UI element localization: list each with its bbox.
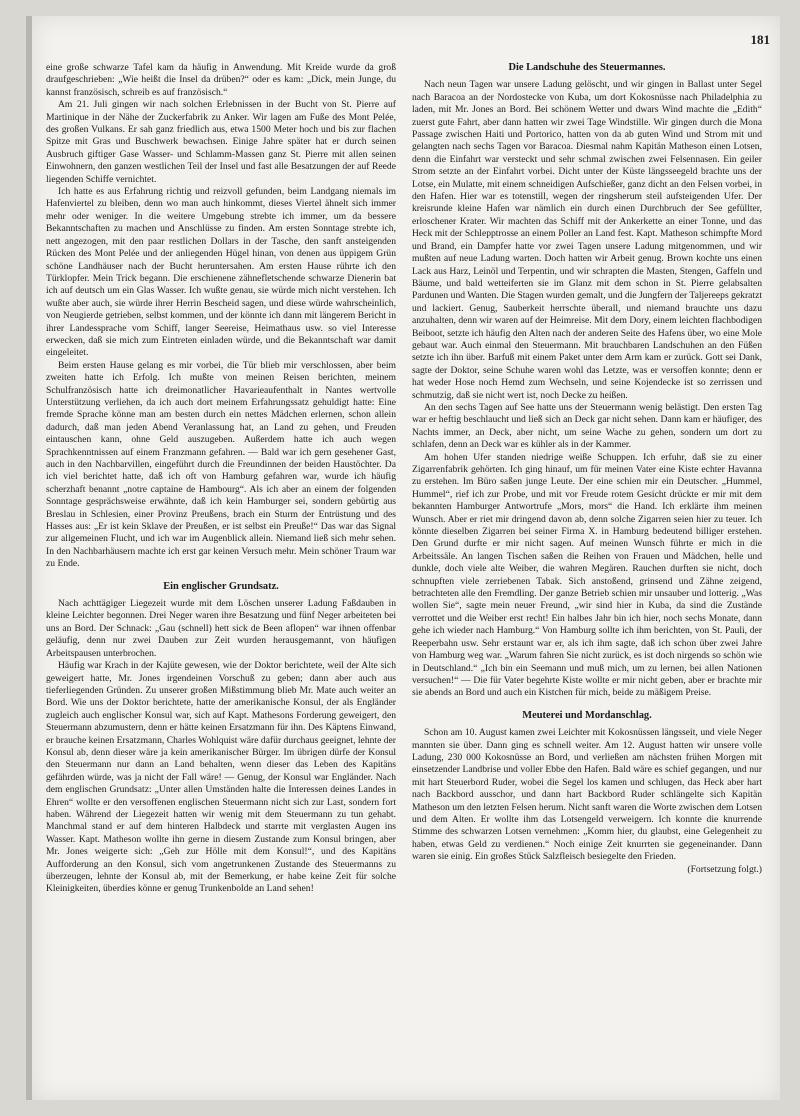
paragraph: Nach achttägiger Liegezeit wurde mit dem Löschen unserer Ladung Faßdauben in kleine Leichter begonnen. Drei Neger waren ihre Besatzung und fünf Neger arbeiteten bei uns an Bord. Der Schnack: „Gau (schnell) hett sick de Been aflopen“ war ihnen offenbar geläufig, denn nur zwei Dauben zur Zeit wurden herausgemannt, von häufigen Arbeitspausen unterbrochen. [46, 598, 396, 659]
paragraph: Häufig war Krach in der Kajüte gewesen, wie der Doktor berichtete, weil der Alte sich geweigert hatte, Mr. Jones irgendeinen Vorschuß zu geben; dann aber auch aus tieferliegenden Gründen. Zu unserer großen Mißstimmung blieb Mr. Mate auch weiter an Bord. Wie uns der Doktor berichtete, hatte der amerikanische Konsul, der als Engländer zugleich auch englischer Konsul war, sich auf Kapt. Mathesons Forderung geweigert, den Steuermann abzumustern, denn er hätte keinen Ersatzmann für ihn. Des Käptens Einwand, er brauche keinen Ersatzmann, Charles Wohlquist wäre dafür durchaus geeignet, lehnte der Konsul ab, denn dieser wäre ja kein amerikanischer Bürger. Im übrigen dürfe der Konsul den Steuermann nur dann an Land behalten, wenn dieser das Leben des Kapitäns gefährden würde, was ja nicht der Fall wäre! — Genug, der Konsul war Engländer. Nach dem englischen Grundsatz: „Unter allen Umständen halte die Interessen deines Landes in Ehren“ wollte er den versoffenen englischen Steuermann nicht sich zur Last, sondern fort haben. Während der Liegezeit hatten wir wenig mit dem Steuermann zu tun gehabt. Manchmal stand er auf dem hinteren Halbdeck und starrte mit verglasten Augen ins Wasser. Kapt. Matheson wollte ihn gerne in diesem Zustande zum Konsul bringen, aber Mr. Jones weigerte sich: „Geh zur Hölle mit dem Konsul!“, und des Kapitäns Aufforderung an den Konsul, sich vom angetrunkenen Zustande des Steuermanns zu überzeugen, lehnte der Konsul ab, mit der Bemerkung, er habe keine Zeit für solche Kleinigkeiten, überdies könne er genug Trunkenbolde an Land sehen! [46, 660, 396, 895]
paragraph: Am hohen Ufer standen niedrige weiße Schuppen. Ich erfuhr, daß sie zu einer Zigarrenfabrik gehörten. Ich ging hinauf, um für meinen Vater eine Kiste echter Havanna zu erstehen. Im Büro saßen junge Leute. Der eine schien mir ein Deutscher. „Hummel, Hummel“, rief ich zur Probe, und mit vor Freude rotem Gesicht drückte er mir mit dem bekannten Hamburger Antwortrufe „Mors, mors“ die Hand. Ich erklärte ihm meinen Wunsch. Aber er riet mir dringend davon ab, denn solche Zigarren seien hier zu teuer. Ich könnte dieselben Zigarren bei seiner Firma X. in Hamburg bedeutend billiger erstehen. Den Grund durfte er mir nicht sagen. Auf meinen Wunsch führte er mich in die Arbeitssäle. An langen Tischen saßen die Reihen von Frauen und Mädchen, helle und dunkle, doch viele alte Weiber, die wahren Megären. Rauchen durften sie nicht, doch schnupften viele zerriebenen Tabak. Sich anstoßend, grinsend und Zähne zeigend, betrachteten alle den Fremdling. Der ganze Betrieb schien mir unsauber und lotterig. „Was wollen Sie“, sagte mein neuer Freund, „wir sind hier in Kuba, da sind die Zustände verrottet und die Weiber erst recht! Ein halbes Jahr bin ich hier, noch sechs Monate, dann gehe ich wieder nach Hamburg.“ Von Hamburg sollte ich ihm berichten, von St. Pauli, der Reeperbahn usw. Sehr erstaunt war er, als ich ihm sagte, daß ich schon über zwei Jahre von Hamburg weg war. „Warum fahren Sie nicht zurück, es ist doch nirgends so schön wie in Deutschland.“ „Ich bin ein Seemann und muß mich, um zu lernen, bei allen Nationen versuchen!“ — Die für Vater begehrte Kiste wollte er mir nicht geben, aber er brachte mir sie abends an Bord und auch ein Kistchen für mich, beide zu mäßigem Preise. [412, 451, 762, 699]
magazine-page [26, 16, 780, 1100]
left-column [46, 62, 396, 896]
paragraph: eine große schwarze Tafel kam da häufig in Anwendung. Mit Kreide wurde da groß draufgeschrieben: „Wie heißt die Insel da drüben?“ oder es kam: „Dick, mein Junge, du kannst französisch, schreib es auf französisch.“ [46, 62, 396, 98]
paragraph: Am 21. Juli gingen wir nach solchen Erlebnissen in der Bucht von St. Pierre auf Martinique in der Nähe der Zuckerfabrik zu Anker. Wir lagen am Fuße des Mont Pelée, des großen Vulkans. Er sah ganz friedlich aus, etwa 1500 Meter hoch und bis zur flachen Spitze mit Gras und Buschwerk bewachsen. Einige Jahre später hat er durch seinen Ausbruch giftiger Gase Wasser- und Schlamm-Massen ganz St. Pierre mit allen seinen Einwohnern, den ganzen westlichen Teil der Insel und fast alle Besatzungen der auf Reede liegenden Schiffe vernichtet. [46, 99, 396, 185]
paragraph: Schon am 10. August kamen zwei Leichter mit Kokosnüssen längsseit, und viele Neger mannten sie über. Dann ging es schnell weiter. Am 12. August hatten wir unsere volle Ladung, 230 000 Kokosnüsse an Bord, und verließen am nächsten frühen Morgen mit einsetzender Landbrise und voller Ebbe den Hafen. Bald wäre es schief gegangen, und nur mit hart Steuerbord Ruder, wobei die Segel los kamen und schlugen, das Heck aber hart nach Backbord ausschor, und dann hart Backbord Ruder schlängelte sich Kapitän Matheson um den letzten Felsen herum. Nicht sanft waren die Worte zwischen dem Lotsen und dem Alten. Er wollte ihm das Lotsengeld verweigern. Ich konnte die knurrende Stimme des schwarzen Lotsen vernehmen: „Komm hier, du glaubst, eine Gelegenheit zu haben, etwas Geld zu verdienen.“ Noch einige Zeit knurrten sie gegeneinander. Dann waren sie einig. Ein großes Stück Salzfleisch besiegelte den Frieden. [412, 727, 762, 863]
paragraph: An den sechs Tagen auf See hatte uns der Steuermann wenig belästigt. Den ersten Tag war er heftig beschlaucht und ließ sich an Deck gar nicht sehen. Dann kam er häufiger, des Nachts immer, an Deck, aber nicht, um seine Wache zu gehen, sondern um dort zu schlafen, denn an Deck war es kühler als in der Kammer. [412, 401, 762, 451]
paragraph: Ich hatte es aus Erfahrung richtig und reizvoll gefunden, beim Landgang niemals im Hafenviertel zu bleiben, denn wo man auch hinkommt, dieses Viertel ähnelt sich immer mehr oder weniger. In die weitere Umgebung strebte ich immer, um da bessere Bekanntschaften zu machen und Anschlüsse zu finden. Am ersten Sonntage strebte ich, nett angezogen, mit den paar restlichen Dollars in der Tasche, den sanft ansteigenden Rücken des Mont Pelée und der anliegenden Hügel hinan, von denen aus üppigem Grün schöne Landhäuser nach der Bucht heruntersahen. Am ersten Hause rührte ich den Türklopfer. Mein Trick begann. Die erschienene zähnefletschende schwarze Dienerin bat ich auf deutsch um ein Glas Wasser. Ich wußte genau, sie würde mich nicht verstehen. Ich wußte aber auch, sie würde ihrer Herrin Bescheid sagen, und diese würde wahrscheinlich, von Neugierde getrieben, selbst kommen, und der könnte ich dann mit längerem Bericht in ihrer Landessprache vom Schiff, langer Seereise, Heimathaus usw. so viel Interesse erwecken, daß sie mich zum Eintreten einladen würde, und die Bekanntschaft war damit eingeleitet. [46, 186, 396, 359]
section-heading: Meuterei und Mordanschlag. [522, 709, 652, 721]
page-number: 181 [750, 32, 770, 47]
continuation-note: (Fortsetzung folgt.) [687, 863, 762, 875]
paragraph: Nach neun Tagen war unsere Ladung gelöscht, und wir gingen in Ballast unter Segel nach Baracoa an der Nordostecke von Kuba, um dort Kokosnüsse nach Philadelphia zu laden, mit Mr. Jones an Bord. Bei schönem Wetter und dwars Wind machte die „Edith“ zuerst gute Fahrt, aber dann hatten wir zwei Tage Windstille. Wir gingen durch die Mona Passage zwischen Haiti und Portorico, hatten von da ab guten Wind und Strom mit und gelangten nach sechs Tagen vor Baracoa. Diesmal nahm Kapitän Matheson einen Lotsen, denn die Einfahrt war versteckt und sehr schmal zwischen zwei Felsennasen. Ein geiler Strom setzte an der Einfahrt vorbei. Dicht unter der Küste längsseegeld brachte uns der Lotse, ein Mulatte, mit einem schneidigen Aufschießer, ganz dicht an den Felsen vorbei, in den Hafen. Hier war es totenstill, wegen der ringsherum steil aufsteigenden Ufer. Der kreisrunde kleine Hafen war nämlich ein durch einen Durchbruch der See gefüllter, erloschener Krater. Wir machten das Schiff mit der Ankerkette an einer Tonne, und das Heck mit der Schlepptrosse an einem Poller an Land fest. Kapt. Matheson schimpfte Mord und Brand, ein Dampfer hatte vor zwei Tagen unsere Ladung mitgenommen, und wir mußten auf neue Ladung warten. Doch hatten wir Arbeit genug. Brown kochte uns einen Lack aus Harz, Leinöl und Terpentin, und wir schrapten die Masten, Stengen, Gaffeln und Bäume, und bald wetteiferten sie im Glanz mit dem schon in St. Pierre gelabsalten Pardunen und Wanten. Die Stagen wurden gemalt, und die Jungfern der Taljereeps gekratzt und lackiert. Genug, Sauberkeit herrschte überall, und niemand brauchte uns dazu anzuhalten, denn wir waren auf der Heimreise. Mit dem Dory, einem leichten flachbodigen Beiboot, setzte ich häufig den Alten nach der anderen Seite des Hafens über, wo eine Mole gebaut war. Auch einmal den Steuermann. Mit brauchbaren Landschuhen an den Füßen setzte ich ihn über. Barfuß mit einem Paket unter dem Arm kam er zurück. Gott sei Dank, sagte der Doktor, seine Schuhe waren wohl das Letzte, was er versoffen konnte; denn er hat weder Hose noch Hemd zum Wechseln, und seine Kojendecke ist so zerrissen und schmutzig, daß sie nicht wert ist, noch Decke zu heißen. [412, 79, 762, 401]
right-column [412, 62, 762, 876]
section-heading: Die Landschuhe des Steuermannes. [508, 62, 666, 73]
paragraph: Beim ersten Hause gelang es mir vorbei, die Tür blieb mir verschlossen, aber beim zweiten hatte ich Erfolg. Ich mußte von meinen Reisen berichten, meinem Schulfranzösisch hatte ich dreimonatlicher Havarieaufenthalt in Nantes wertvolle Unterstützung verliehen, da ich auch dort meinem Erfahrungssatz gehuldigt hatte: Eine fremde Sprache könne man am besten durch ein nettes Mädchen erlernen, schon allein dadurch, daß man jeden Abend Veranlassung hat, an Land zu gehen, und Freuden eintauschen kann, ohne Geld auszugeben. Außerdem hatte ich auch wegen Sprachkenntnissen auf einem Franzmann gefahren. — Bald war ich gern gesehener Gast, auch in den Nachbarvillen, eingeführt durch die Freundinnen der beiden Haustöchter. Da ich viel berichtet hatte, daß ich oft von Hamburg gefahren war, wurde ich häufig scherzhaft benannt „notre captaine de Hambourg“. Als ich aber an einem der folgenden Sonntage gesprächsweise erwähnte, daß ich kein Hamburger sei, sondern gebürtig aus Breslau in Schlesien, einer Provinz Preußens, brach ein Sturm der Entrüstung und des Hasses aus: „Er ist kein Sklave der Preußen, er ist selbst ein Preuße!“ Das war das Signal zur allgemeinen Flucht, und ich war im Augenblick allein. Niemand ließ sich mehr sehen. In den Nachbarhäusern machte ich erst gar keinen Versuch mehr. Mein schöner Traum war zu Ende. [46, 359, 396, 570]
section-heading: Ein englischer Grundsatz. [163, 580, 279, 592]
